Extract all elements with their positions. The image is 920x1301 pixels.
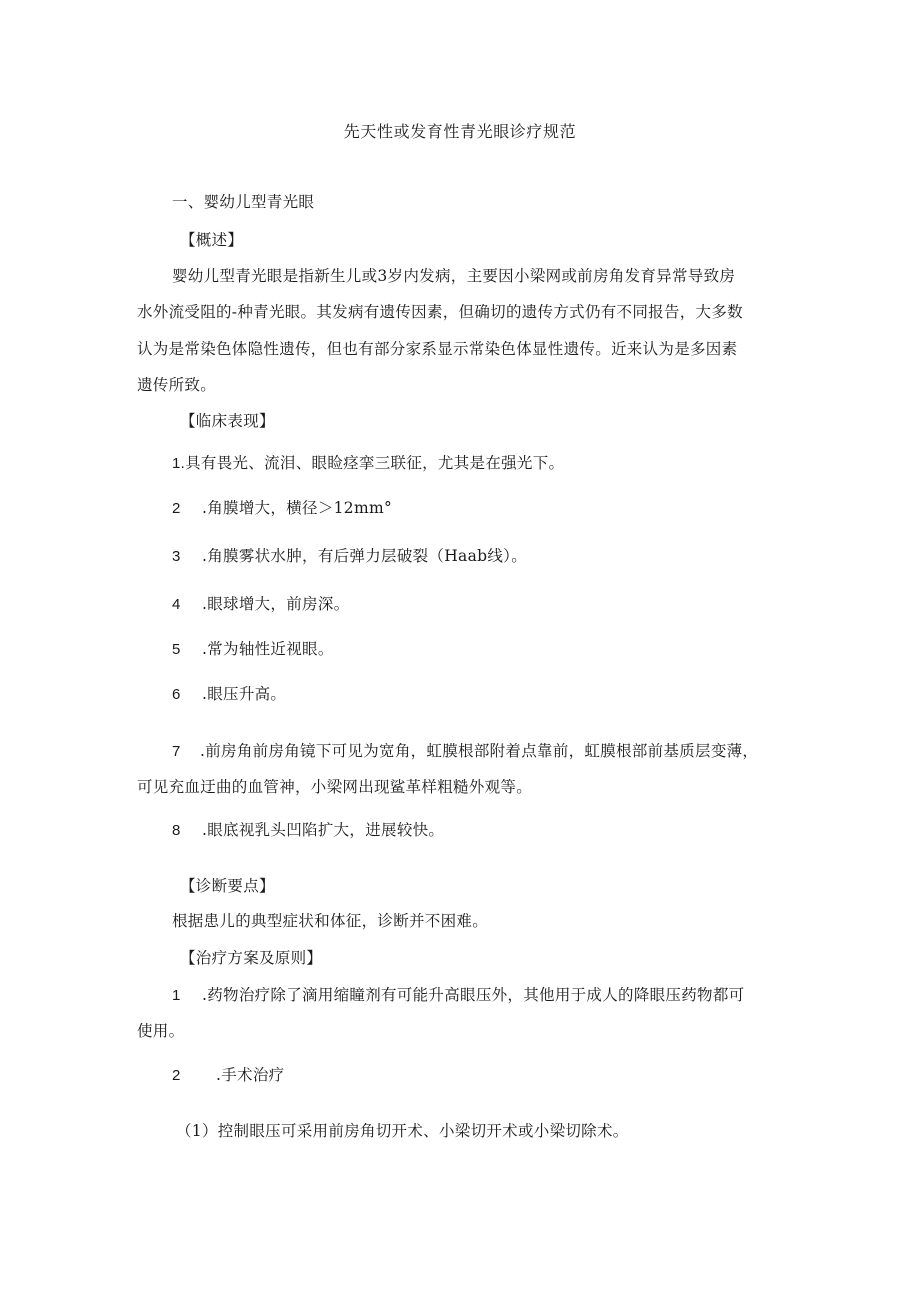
overview-line: 遗传所致。 bbox=[137, 376, 217, 394]
item-text: .眼底视乳头凹陷扩大，进展较快。 bbox=[202, 821, 445, 839]
clinical-item bbox=[172, 639, 334, 660]
item-number: 3 bbox=[172, 548, 181, 565]
item-number: 5 bbox=[172, 641, 181, 658]
treatment-subitem: （1）控制眼压可采用前房角切开术、小梁切开术或小梁切除术。 bbox=[176, 1122, 629, 1140]
overview-line: 婴幼儿型青光眼是指新生儿或3岁内发病，主要因小梁网或前房角发育异常导致房 bbox=[172, 267, 736, 285]
item-text: .角膜雾状水肿，有后弹力层破裂（Haab线）。 bbox=[202, 547, 527, 565]
clinical-item bbox=[172, 741, 758, 762]
item-number: 2 bbox=[172, 500, 181, 517]
overview-line: 水外流受阻的-种青光眼。其发病有遗传因素，但确切的遗传方式仍有不同报告，大多数 bbox=[137, 303, 743, 321]
item-text: 具有畏光、流泪、眼睑痉挛三联征，尤其是在强光下。 bbox=[185, 454, 565, 472]
item-number: 4 bbox=[172, 596, 181, 613]
item-text: .药物治疗除了滴用缩瞳剂有可能升高眼压外，其他用于成人的降眼压药物都可 bbox=[202, 986, 745, 1004]
clinical-item bbox=[172, 820, 444, 841]
clinical-item bbox=[172, 594, 349, 615]
document-title: 先天性或发育性青光眼诊疗规范 bbox=[343, 122, 577, 141]
item-number: 2 bbox=[172, 1067, 181, 1084]
diagnosis-text: 根据患儿的典型症状和体征，诊断并不困难。 bbox=[172, 912, 489, 930]
item-number: 1. bbox=[172, 455, 186, 472]
overview-line: 认为是常染色体隐性遗传，但也有部分家系显示常染色体显性遗传。近来认为是多因素 bbox=[137, 340, 738, 358]
overview-heading: 【概述】 bbox=[180, 231, 244, 249]
item-number: 6 bbox=[172, 686, 181, 703]
clinical-heading: 【临床表现】 bbox=[180, 412, 275, 430]
clinical-item bbox=[172, 498, 392, 519]
item-text: .常为轴性近视眼。 bbox=[202, 640, 334, 658]
item-number: 1 bbox=[172, 987, 181, 1004]
treatment-item-continuation: 使用。 bbox=[137, 1022, 185, 1040]
clinical-item bbox=[172, 546, 527, 567]
item-text: .眼压升高。 bbox=[202, 685, 287, 703]
item-text: .角膜增大，横径＞12mm° bbox=[202, 499, 392, 517]
item-text: .前房角前房角镜下可见为宽角，虹膜根部附着点靠前，虹膜根部前基质层变薄， bbox=[200, 742, 759, 760]
treatment-item bbox=[172, 985, 744, 1006]
item-number: 7 bbox=[172, 743, 181, 760]
clinical-item bbox=[172, 684, 286, 705]
treatment-item bbox=[172, 1065, 284, 1086]
item-number: 8 bbox=[172, 822, 181, 839]
item-text: .眼球增大，前房深。 bbox=[202, 595, 350, 613]
item-text: .手术治疗 bbox=[216, 1066, 285, 1084]
diagnosis-heading: 【诊断要点】 bbox=[180, 877, 275, 895]
section-heading: 一、婴幼儿型青光眼 bbox=[172, 193, 315, 211]
treatment-heading: 【治疗方案及原则】 bbox=[180, 949, 323, 967]
clinical-item-continuation: 可见充血迂曲的血管神，小梁网出现鲨革样粗糙外观等。 bbox=[137, 778, 533, 796]
clinical-item bbox=[172, 453, 564, 474]
